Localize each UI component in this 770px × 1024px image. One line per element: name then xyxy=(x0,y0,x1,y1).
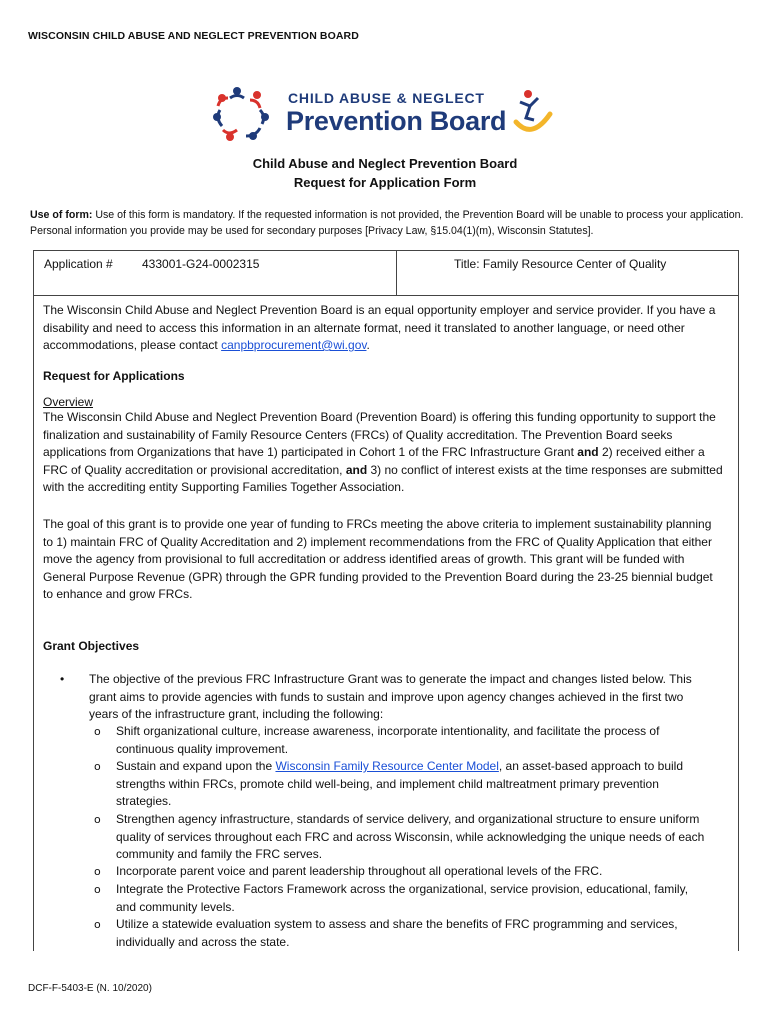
list-item: o Utilize a statewide evaluation system to assess and share the benefits of FRC programming and services, individually and across the state. xyxy=(94,917,678,949)
grant-objectives-heading: Grant Objectives xyxy=(43,639,140,653)
circle-bullet-icon: o xyxy=(94,865,101,878)
list-item: o Strengthen agency infrastructure, standards of service delivery, and organizational structure to ensure uniform quality of services throughout each FRC and across Wisconsin, while acknowledging the unique needs of each community and family the FRC serves. xyxy=(94,812,705,861)
list-item: o Shift organizational culture, increase awareness, incorporate intentionality, and facilitate the process of continuous quality improvement. xyxy=(94,724,660,756)
use-of-form-text: Use of this form is mandatory. If the requested information is not provided, the Prevention Board will be unable to process your application. Personal information you provide may be used for secondary purposes [Privacy Law, §15.04(1)(m), Wisconsin Statutes]. xyxy=(30,209,744,237)
bullet-icon: • xyxy=(60,672,65,686)
application-header-row xyxy=(34,251,738,296)
objective-bullet-text: The objective of the previous FRC Infrastructure Grant was to generate the impact and changes listed below. This grant aims to provide agencies with funds to sustain and improve upon agency changes achieved in the first two years of the infrastructure grant, including the following: xyxy=(89,672,692,721)
circle-bullet-icon: o xyxy=(94,725,101,738)
eeo-statement: The Wisconsin Child Abuse and Neglect Prevention Board is an equal opportunity employer and service provider. If you have a disability and need to access this information in an alternate format, need it translated to another language, or need other accommodations, please contact canpbprocurement@wi.gov. xyxy=(43,303,716,352)
goal-paragraph: The goal of this grant is to provide one year of funding to FRCs meeting the above criteria to implement sustainability planning to 1) maintain FRC of Quality Accreditation and 2) implement recommendations from the FRC of Quality Application that either move the agency from provisional to full accreditation or address identified areas of growth. This grant will be funded with General Purpose Revenue (GPR) through the GPR funding provided to the Prevention Board during the 23-25 biennial budget to enhance and grow FRCs. xyxy=(43,517,713,601)
application-number-label: Application # xyxy=(44,257,113,271)
circle-bullet-icon: o xyxy=(94,760,101,773)
list-item: o Integrate the Protective Factors Framework across the organizational, service provision, educational, family, and community levels. xyxy=(94,882,689,914)
list-item: o Sustain and expand upon the Wisconsin Family Resource Center Model, an asset-based approach to build strengths within FRCs, promote child well-being, and implement child maltreatment primary prevention strategies. xyxy=(94,759,683,808)
contact-email-link[interactable]: canpbprocurement@wi.gov xyxy=(221,338,367,352)
logo-subtitle: CHILD ABUSE & NEGLECT xyxy=(288,90,485,106)
circle-bullet-icon: o xyxy=(94,918,101,931)
list-item: o Incorporate parent voice and parent leadership throughout all operational levels of the FRC. xyxy=(116,863,706,881)
application-title: Title: Family Resource Center of Quality xyxy=(454,257,667,271)
form-title: Child Abuse and Neglect Prevention Board xyxy=(252,156,518,171)
header-divider xyxy=(396,251,397,295)
prevention-board-logo xyxy=(210,84,560,144)
rfa-heading: Request for Applications xyxy=(43,369,185,383)
frc-model-link[interactable]: Wisconsin Family Resource Center Model xyxy=(275,759,499,773)
logo-title: Prevention Board xyxy=(286,106,507,136)
overview-paragraph: The Wisconsin Child Abuse and Neglect Prevention Board (Prevention Board) is offering this funding opportunity to support the finalization and sustainability of Family Resource Centers (FRCs) of Quality accreditation. The Prevention Board seeks applications from Organizations that have 1) participated in Cohort 1 of the FRC Infrastructure Grant and 2) received either a FRC of Quality accreditation or provisional accreditation, and 3) no conflict of interest exists at the time responses are submitted with the accrediting entity Supporting Families Together Association. xyxy=(43,410,723,494)
people-circle-icon xyxy=(210,84,276,144)
child-figure-icon xyxy=(512,88,556,138)
agency-header: WISCONSIN CHILD ABUSE AND NEGLECT PREVENTION BOARD xyxy=(28,30,359,42)
circle-bullet-icon: o xyxy=(94,813,101,826)
use-of-form-label: Use of form: xyxy=(30,209,93,221)
use-of-form-notice xyxy=(30,207,745,239)
circle-bullet-icon: o xyxy=(94,883,101,896)
form-footer-code: DCF-F-5403-E (N. 10/2020) xyxy=(28,983,152,994)
overview-heading: Overview xyxy=(43,395,94,409)
application-number-value: 433001-G24-0002315 xyxy=(142,257,260,271)
form-subtitle: Request for Application Form xyxy=(293,175,477,190)
